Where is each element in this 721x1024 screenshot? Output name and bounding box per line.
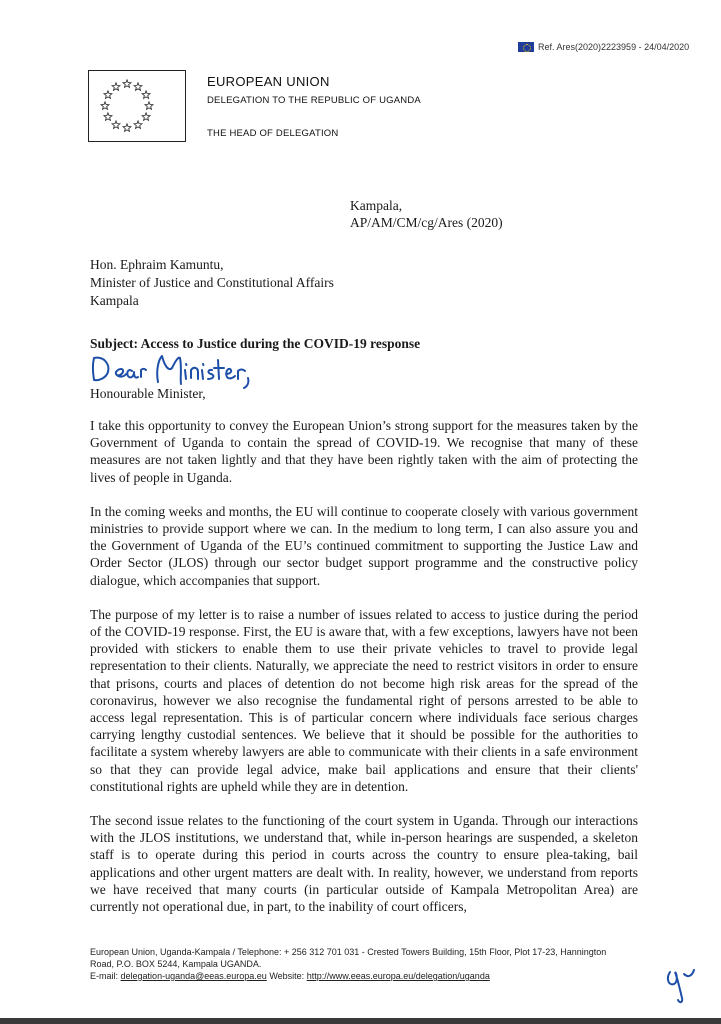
- email-link[interactable]: delegation-uganda@eeas.europa.eu: [120, 971, 267, 981]
- eu-stars-emblem-icon: [89, 71, 185, 141]
- eu-star-icon: [112, 121, 120, 129]
- paragraph: The purpose of my letter is to raise a number of issues related to access to justice during the period of the COVID-19 response. First, the EU is aware that, with a few exceptions, lawyers have not been provided with stickers to enable them to use their private vehicles to travel to provide legal representation to their clients. Naturally, we appreciate the need to restrict visitors in order to ensure that prisons, courts and places of detention do not become high risk areas for the spread of the coronavirus, however we also recognise the fundamental right of persons arrested to be able to access legal representation. This is of particular concern where individuals face serious charges carrying lengthy custodial sentences. We believe that it should be possible for the authorities to facilitate a system whereby lawyers are able to communicate with their clients in a safe environment so that they can provide legal advice, make bail applications and ensure that their clients' constitutional rights are upheld while they are in detention.: [90, 606, 638, 794]
- eu-star-icon: [145, 102, 153, 110]
- eu-star-icon: [123, 124, 131, 132]
- eu-star-icon: [112, 83, 120, 91]
- place-city: Kampala,: [350, 198, 403, 213]
- salutation: Honourable Minister,: [90, 386, 206, 401]
- org-name: EUROPEAN UNION: [207, 74, 330, 89]
- recipient-block: [90, 256, 334, 310]
- subject-line: Subject: Access to Justice during the COVID-19 response: [90, 336, 421, 351]
- eu-logo: [88, 70, 186, 142]
- delegation-name: DELEGATION TO THE REPUBLIC OF UGANDA: [207, 95, 421, 106]
- paragraph: I take this opportunity to convey the European Union’s strong support for the measures taken by the Government of Uganda to contain the spread of COVID-19. We recognise that many of these measures are not taken lightly and that they have been rightly taken with the aim of protecting the lives of people in Uganda.: [90, 418, 638, 485]
- place-and-reference: [350, 197, 503, 231]
- bottom-edge: [0, 1018, 721, 1024]
- eu-star-icon: [134, 83, 142, 91]
- footer-contact: [90, 970, 680, 982]
- handwritten-initials: [662, 964, 698, 1006]
- footer-address-1: European Union, Uganda-Kampala / Telephone: + 256 312 701 031 - Crested Towers Building, 15th Floor, Plot 17-23, Hannington: [90, 947, 607, 957]
- website-label: Website:: [269, 971, 305, 981]
- paragraph: The second issue relates to the functioning of the court system in Uganda. Through our interactions with the JLOS institutions, we understand that, while in-person hearings are suspended, a skeleton staff is to operate during this period in courts across the country to ensure plea-taking, bail applications and other urgent matters are dealt with. In reality, however, we understand from reports we have received that many courts (in particular outside of Kampala Metropolitan Area) are currently not operational due, in part, to the inability of court officers,: [90, 813, 638, 915]
- footer-address-2: Road, P.O. BOX 5244, Kampala UGANDA.: [90, 959, 262, 969]
- email-label: E-mail:: [90, 971, 119, 981]
- footer: [90, 946, 680, 982]
- recipient-name: Hon. Ephraim Kamuntu,: [90, 257, 224, 272]
- eu-star-icon: [142, 91, 150, 99]
- eu-star-icon: [101, 102, 109, 110]
- reference-stamp: [518, 42, 689, 52]
- letter-reference: AP/AM/CM/cg/Ares (2020): [350, 215, 503, 230]
- eu-star-icon: [134, 121, 142, 129]
- eu-star-icon: [142, 113, 150, 121]
- letter-body: [90, 417, 638, 932]
- eu-star-icon: [104, 91, 112, 99]
- eu-star-icon: [123, 80, 131, 88]
- reference-text: Ref. Ares(2020)2223959 - 24/04/2020: [538, 42, 690, 52]
- website-link[interactable]: http://www.eeas.europa.eu/delegation/uganda: [306, 971, 490, 981]
- head-of-delegation: THE HEAD OF DELEGATION: [207, 128, 339, 139]
- letterhead: [207, 74, 421, 139]
- paragraph: In the coming weeks and months, the EU will continue to cooperate closely with various government ministries to provide support where we can. In the medium to long term, I can also assure you and the Government of Uganda of the EU’s continued commitment to supporting the Justice Law and Order Sector (JLOS) through our sector budget support programme and the constructive policy dialogue, which accompanies that support.: [90, 503, 638, 588]
- handwritten-greeting: [88, 344, 258, 392]
- recipient-title: Minister of Justice and Constitutional Affairs: [90, 275, 334, 290]
- recipient-city: Kampala: [90, 293, 139, 308]
- eu-star-icon: [104, 113, 112, 121]
- eu-flag-icon: [518, 42, 534, 52]
